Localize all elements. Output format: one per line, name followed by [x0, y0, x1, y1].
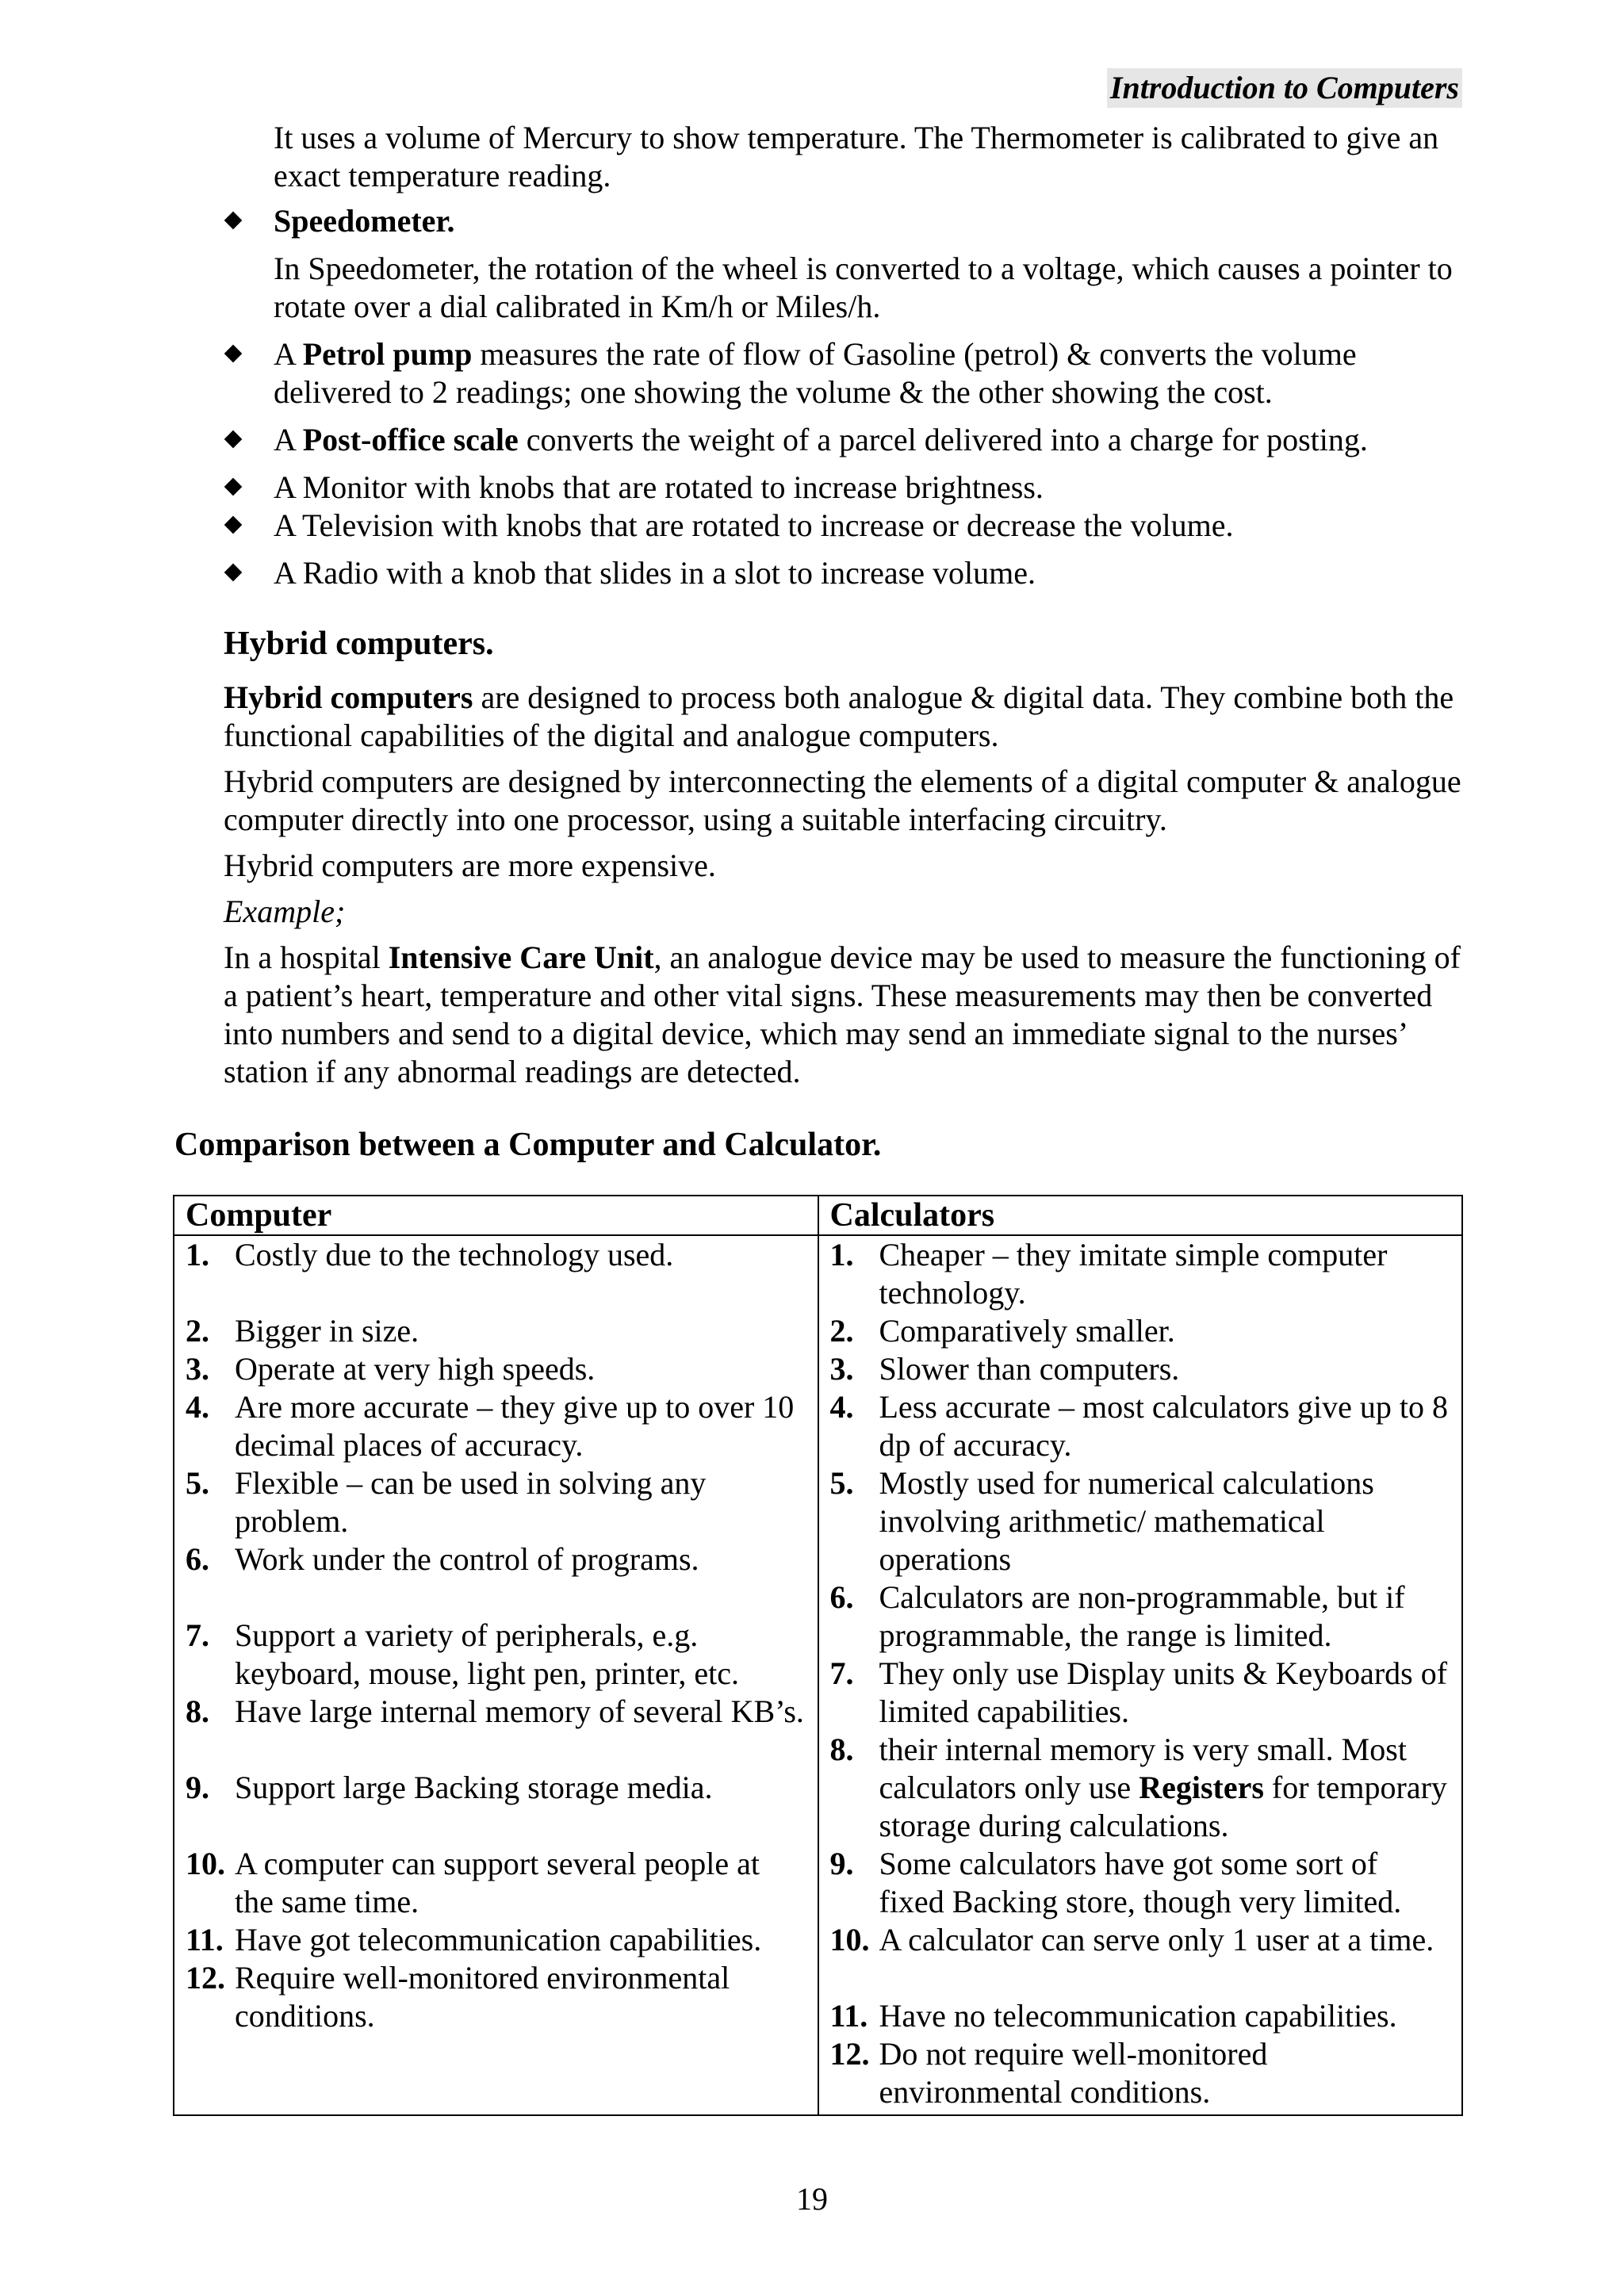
item-text [879, 1731, 1451, 1845]
bullet-text: A Television with knobs that are rotated to increase or decrease the volume. [274, 507, 1234, 543]
spacer [830, 1959, 1451, 1997]
list-item [186, 1464, 806, 1540]
item-number: 7. [186, 1617, 209, 1653]
device-bullet-list [224, 202, 1477, 602]
spacer [186, 1274, 806, 1312]
item-number: 10. [186, 1846, 225, 1881]
intro-paragraph: It uses a volume of Mercury to show temperature. The Thermometer is calibrated to give an exact temperature reading. [274, 120, 1439, 193]
item-text: Calculators are non-programmable, but if programmable, the range is limited. [879, 1579, 1405, 1653]
computer-column [174, 1235, 818, 2115]
item-number: 5. [186, 1465, 209, 1501]
list-item [830, 1731, 1451, 1845]
hybrid-p1-text: are designed to process both analogue & digital data. They combine both the functional capabilities of the digital and analogue computers. [224, 679, 1454, 753]
item-bold-term: Registers [1139, 1770, 1264, 1805]
spacer [186, 1807, 806, 1845]
list-item [830, 1921, 1451, 1959]
item-number: 6. [829, 1579, 854, 1615]
list-item [224, 507, 1477, 545]
column-header-computer: Computer [174, 1196, 818, 1235]
list-item [186, 1921, 806, 1959]
item-number: 9. [186, 1770, 209, 1805]
list-item [186, 1617, 806, 1693]
list-item [830, 2035, 1451, 2111]
bullet-text: A [274, 336, 303, 372]
item-number: 4. [186, 1389, 209, 1425]
calculator-column [818, 1235, 1463, 2115]
item-text: Mostly used for numerical calculations involving arithmetic/ mathematical operations [879, 1465, 1374, 1577]
item-text: Are more accurate – they give up to over 10 decimal places of accuracy. [235, 1389, 795, 1463]
item-text-part: their internal memory is very small. Most calculators only use [879, 1732, 1407, 1805]
list-item [830, 1388, 1451, 1464]
hybrid-heading: Hybrid computers. [224, 626, 494, 662]
list-item [186, 1693, 806, 1731]
example-text: , an analogue device may be used to measure the functioning of a patient’s heart, temperature and other vital signs. These measurements may then be converted into numbers and send to a digital device, which may send an immediate signal to the nurses’ station if any abnormal readings are detected. [224, 939, 1461, 1089]
list-item [224, 469, 1477, 507]
item-number: 1. [186, 1237, 209, 1272]
diamond-bullet-icon [224, 564, 243, 582]
item-text-part: for temporary storage during calculations. [879, 1770, 1447, 1843]
item-text: They only use Display units & Keyboards of limited capabilities. [879, 1655, 1448, 1729]
item-text: Have got telecommunication capabilities. [235, 1922, 762, 1957]
item-number: 2. [186, 1313, 209, 1349]
list-item [224, 421, 1477, 459]
list-item [186, 1540, 806, 1578]
page-number: 19 [796, 2181, 828, 2217]
hybrid-paragraph-2: Hybrid computers are designed by interconnecting the elements of a digital computer & analogue computer directly into one processor, using a suitable interfacing circuitry. [224, 763, 1461, 837]
item-text: Less accurate – most calculators give up to 8 dp of accuracy. [879, 1389, 1449, 1463]
bullet-text: converts the weight of a parcel delivered into a charge for posting. [518, 422, 1368, 457]
list-item [186, 1312, 806, 1350]
comparison-table [173, 1195, 1463, 2116]
bullet-bold-term: Post-office scale [302, 422, 519, 457]
list-item [224, 335, 1477, 411]
table-header-row [174, 1196, 1462, 1235]
diamond-bullet-icon [224, 430, 243, 449]
list-item [186, 1769, 806, 1807]
item-number: 4. [829, 1389, 854, 1425]
list-item [186, 1350, 806, 1388]
item-text: Require well-monitored environmental conditions. [235, 1960, 730, 2034]
item-number: 7. [829, 1655, 854, 1691]
list-item [830, 1578, 1451, 1655]
hybrid-bold-term: Hybrid computers [224, 679, 473, 715]
list-item [830, 1997, 1451, 2035]
item-text: Bigger in size. [235, 1313, 419, 1349]
item-number: 3. [186, 1351, 209, 1387]
diamond-bullet-icon [224, 212, 243, 230]
item-text: Have large internal memory of several KB’s. [235, 1693, 804, 1729]
item-number: 1. [829, 1237, 854, 1272]
item-number: 6. [186, 1541, 209, 1577]
item-text: Operate at very high speeds. [235, 1351, 596, 1387]
example-bold-term: Intensive Care Unit [388, 939, 654, 975]
list-item [830, 1655, 1451, 1731]
hybrid-paragraph-3: Hybrid computers are more expensive. [224, 848, 716, 883]
list-item [186, 1236, 806, 1274]
running-header: Introduction to Computers [1107, 68, 1462, 108]
item-number: 12. [829, 2036, 870, 2072]
list-item [830, 1236, 1451, 1312]
diamond-bullet-icon [224, 516, 243, 534]
list-item [186, 1959, 806, 2035]
item-text: A computer can support several people at the same time. [235, 1846, 760, 1919]
spacer [186, 1731, 806, 1769]
list-item [830, 1350, 1451, 1388]
item-text: Comparatively smaller. [879, 1313, 1175, 1349]
item-text: A calculator can serve only 1 user at a time. [879, 1922, 1434, 1957]
item-text: Cheaper – they imitate simple computer technology. [879, 1237, 1388, 1311]
hybrid-section [224, 623, 1477, 1099]
list-item [830, 1312, 1451, 1350]
bullet-text: A Radio with a knob that slides in a slot to increase volume. [274, 555, 1036, 591]
item-number: 8. [829, 1732, 854, 1767]
item-number: 5. [829, 1465, 854, 1501]
item-text: Some calculators have got some sort of fixed Backing store, though very limited. [879, 1846, 1402, 1919]
hybrid-paragraph-1 [224, 679, 1477, 755]
example-paragraph [224, 939, 1477, 1091]
example-label: Example; [224, 894, 346, 929]
spacer [186, 1578, 806, 1617]
column-header-calculators: Calculators [818, 1196, 1463, 1235]
table-row [174, 1235, 1462, 2115]
item-number: 11. [829, 1998, 868, 2034]
diamond-bullet-icon [224, 478, 243, 496]
diamond-bullet-icon [224, 345, 243, 363]
comparison-title: Comparison between a Computer and Calculator. [174, 1127, 882, 1163]
list-item [224, 202, 1477, 326]
bullet-text: measures the rate of flow of Gasoline (petrol) & converts the volume delivered to 2 readings; one showing the volume & the other showing the cost. [274, 336, 1357, 410]
list-item [830, 1464, 1451, 1578]
item-number: 3. [829, 1351, 854, 1387]
bullet-bold-term: Speedometer. [274, 203, 455, 239]
item-text: Have no telecommunication capabilities. [879, 1998, 1397, 2034]
item-number: 10. [829, 1922, 870, 1957]
item-text: Support a variety of peripherals, e.g. keyboard, mouse, light pen, printer, etc. [235, 1617, 739, 1691]
item-text: Costly due to the technology used. [235, 1237, 674, 1272]
item-text: Do not require well-monitored environmental conditions. [879, 2036, 1268, 2110]
list-item [186, 1845, 806, 1921]
item-number: 2. [829, 1313, 854, 1349]
bullet-subtext: In Speedometer, the rotation of the wheel is converted to a voltage, which causes a pointer to rotate over a dial calibrated in Km/h or Miles/h. [274, 251, 1453, 324]
item-text: Flexible – can be used in solving any problem. [235, 1465, 707, 1539]
list-item [186, 1388, 806, 1464]
list-item [224, 554, 1477, 592]
list-item [830, 1845, 1451, 1921]
item-number: 12. [186, 1960, 225, 1996]
item-number: 11. [186, 1922, 224, 1957]
bullet-bold-term: Petrol pump [302, 336, 473, 372]
item-number: 8. [186, 1693, 209, 1729]
example-text: In a hospital [224, 939, 389, 975]
bullet-text: A Monitor with knobs that are rotated to increase brightness. [274, 469, 1044, 505]
item-text: Work under the control of programs. [235, 1541, 699, 1577]
item-text: Support large Backing storage media. [235, 1770, 713, 1805]
item-text: Slower than computers. [879, 1351, 1180, 1387]
item-number: 9. [829, 1846, 854, 1881]
bullet-text: A [274, 422, 303, 457]
